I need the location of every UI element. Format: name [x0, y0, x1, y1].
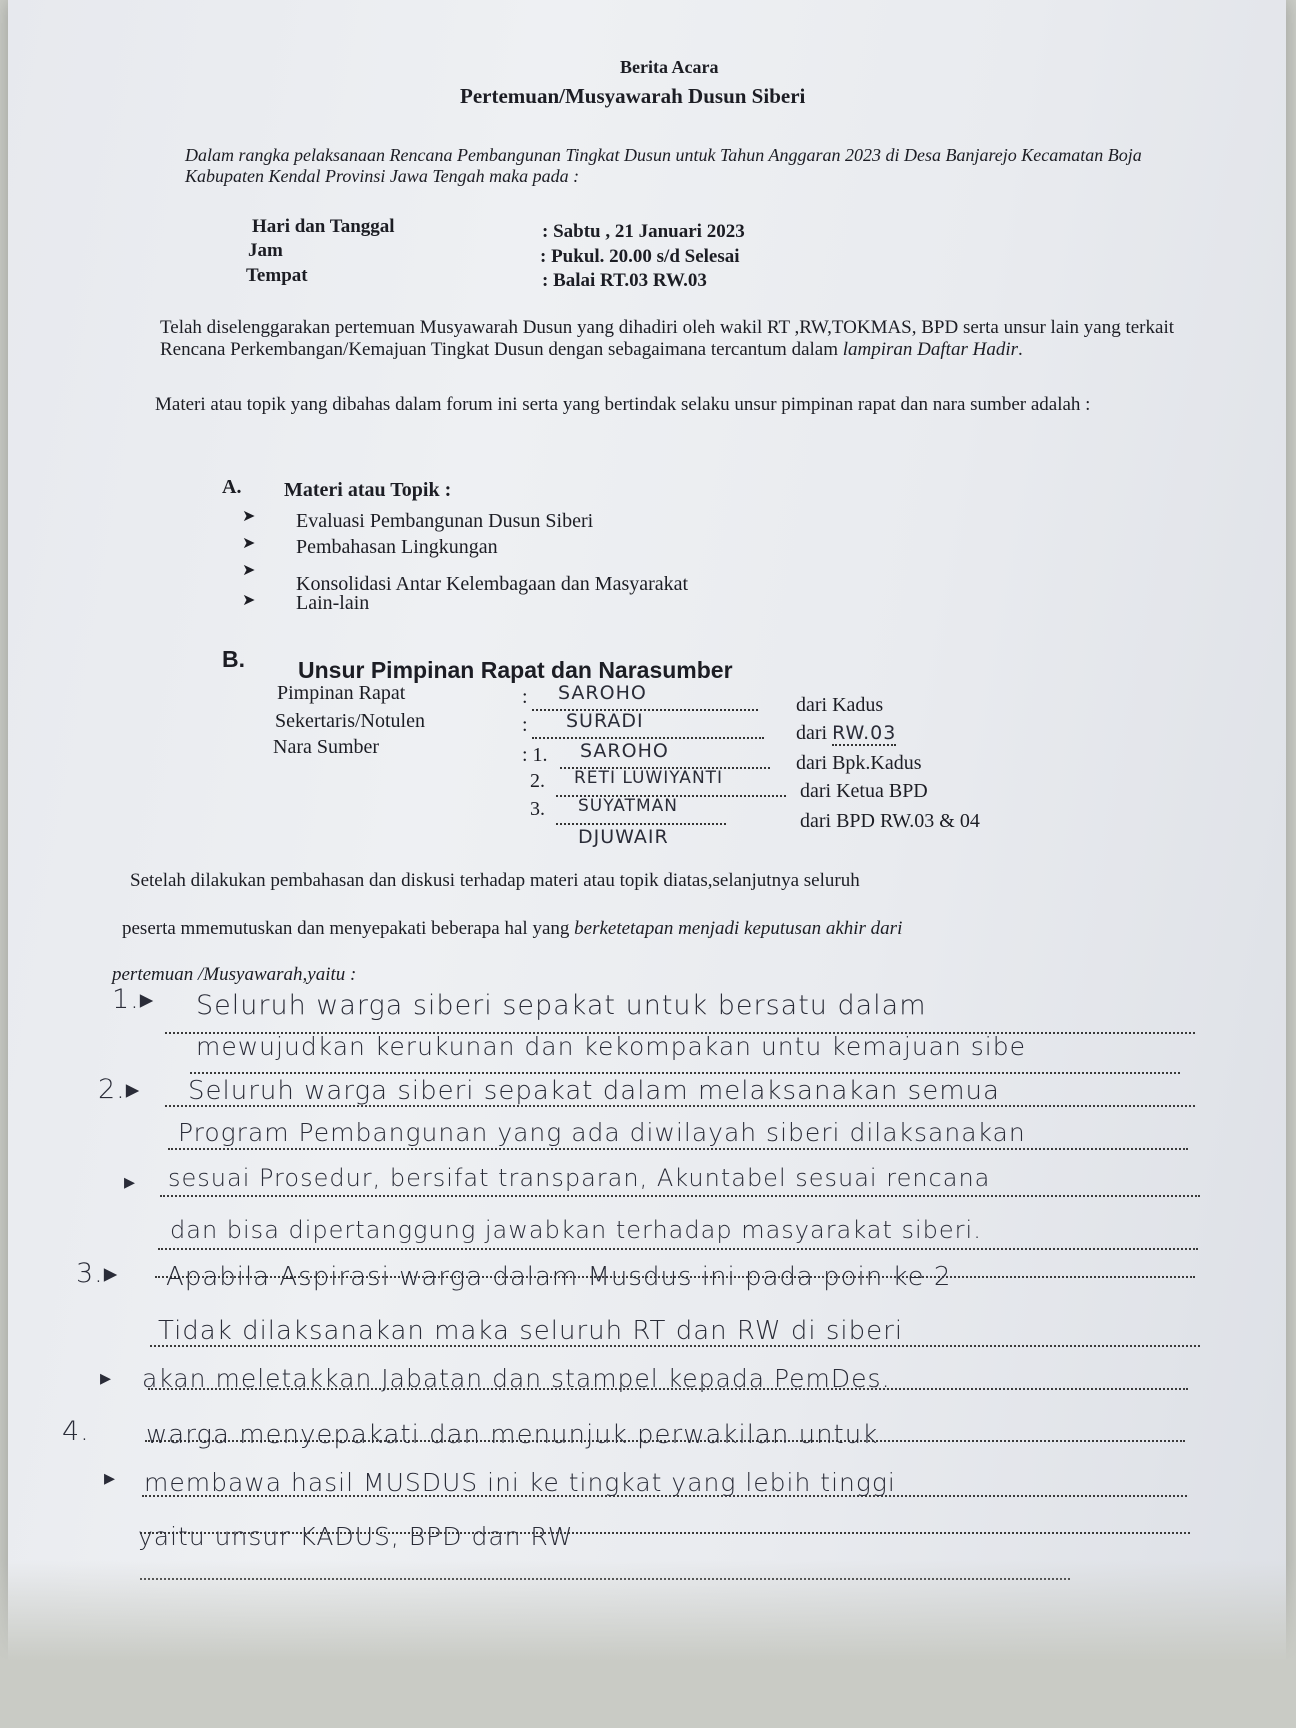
bullet-icon: ➤ [242, 508, 256, 525]
decision-line: akan meletakkan Jabatan dan stampel kepada PemDes. [142, 1364, 891, 1393]
decision-line: warga menyepakati dan menunjuk perwakilan untuk [146, 1420, 879, 1450]
role-label-secretary: Sekertaris/Notulen [275, 710, 425, 732]
decision-marker: 3.▸ [76, 1258, 119, 1289]
role-from-speaker-3: dari BPD RW.03 & 04 [800, 810, 980, 832]
decision-line: yaitu unsur KADUS, BPD dan RW [138, 1522, 574, 1551]
label-time: Jam [248, 240, 283, 261]
paragraph-attendance: Telah diselenggarakan pertemuan Musyawarah Dusun yang dihadiri oleh wakil RT ,RW,TOKMAS, BPD serta unsur lain yang terkait Rencana Perkembangan/Kemajuan Tingkat Dusun dengan sebagaimana tercantum dalam lampiran Daftar Hadir. [160, 317, 1175, 360]
section-a-title: Materi atau Topik : [284, 479, 452, 501]
speaker-2-name: RETI LUWIYANTI [574, 768, 724, 788]
topic-item: Pembahasan Lingkungan [296, 536, 498, 558]
page-shadow [0, 1560, 1296, 1728]
bullet-icon: ➤ [242, 535, 256, 552]
decision-line: Seluruh warga siberi sepakat dalam melaksanakan semua [188, 1076, 1000, 1106]
label-date: Hari dan Tanggal [252, 216, 395, 237]
role-from-speaker-2: dari Ketua BPD [800, 780, 928, 802]
decision-line: sesuai Prosedur, bersifat transparan, Akuntabel sesuai rencana [168, 1164, 991, 1192]
intro-paragraph: Dalam rangka pelaksanaan Rencana Pembangunan Tingkat Dusun untuk Tahun Anggaran 2023 di Desa Banjarejo Kecamatan Boja Kabupaten Kendal Provinsi Jawa Tengah maka pada : [185, 145, 1142, 186]
bullet-icon: ➤ [242, 562, 256, 579]
chair-name: SAROHO [558, 682, 647, 704]
decision-line: Apabila Aspirasi warga dalam Musdus ini pada poin ke 2 [166, 1262, 952, 1292]
speaker-num: 3. [530, 798, 545, 820]
decision-line: membawa hasil MUSDUS ini ke tingkat yang lebih tinggi [144, 1468, 896, 1497]
speaker-3-name: SUYATMAN [578, 796, 679, 816]
role-label-speakers: Nara Sumber [273, 736, 380, 758]
value-date: : Sabtu , 21 Januari 2023 [542, 221, 745, 242]
value-time: : Pukul. 20.00 s/d Selesai [540, 246, 740, 267]
dotted-line [168, 1148, 1188, 1150]
decision-marker: 1.▸ [112, 984, 155, 1015]
role-colon: : [522, 686, 528, 708]
conclusion-line-1: Setelah dilakukan pembahasan dan diskusi terhadap materi atau topik diatas,selanjutnya seluruh [130, 870, 860, 891]
role-colon: : [522, 714, 528, 736]
bullet-icon: ➤ [242, 592, 256, 609]
role-label-chair: Pimpinan Rapat [277, 682, 406, 704]
decision-marker: ▸ [104, 1466, 117, 1491]
decision-line: mewujudkan kerukunan dan kekompakan untu kemajuan sibe [196, 1032, 1027, 1061]
speaker-3-name-2: DJUWAIR [578, 826, 669, 848]
speaker-num: 2. [530, 770, 545, 792]
role-from-chair: dari Kadus [796, 694, 884, 716]
role-from-secretary: dari RW.03 [796, 722, 897, 744]
topic-item: Konsolidasi Antar Kelembagaan dan Masyarakat [296, 573, 689, 595]
section-a-letter: A. [222, 476, 242, 498]
section-b-title: Unsur Pimpinan Rapat dan Narasumber [298, 657, 733, 683]
decision-marker: ▸ [100, 1366, 113, 1391]
doc-subtitle: Pertemuan/Musyawarah Dusun Siberi [460, 84, 806, 108]
decision-line: Tidak dilaksanakan maka seluruh RT dan RW di siberi [158, 1316, 904, 1346]
speaker-1-name: SAROHO [580, 740, 669, 762]
role-from-speaker-1: dari Bpk.Kadus [796, 752, 922, 774]
section-b-letter: B. [222, 646, 245, 672]
doc-title: Berita Acara [620, 57, 719, 77]
topic-item: Evaluasi Pembangunan Dusun Siberi [296, 510, 594, 532]
decision-marker: 2.▸ [98, 1074, 141, 1105]
secretary-name: SURADI [566, 710, 644, 732]
decision-marker: 4. [62, 1416, 90, 1447]
conclusion-line-3: pertemuan /Musyawarah,yaitu : [112, 964, 357, 985]
value-place: : Balai RT.03 RW.03 [542, 270, 707, 291]
conclusion-line-2: peserta mmemutuskan dan menyepakati beberapa hal yang berketetapan menjadi keputusan akhir dari [122, 918, 903, 939]
role-colon: : 1. [522, 744, 548, 766]
paragraph-topics-intro: Materi atau topik yang dibahas dalam forum ini serta yang bertindak selaku unsur pimpinan rapat dan nara sumber adalah : [155, 394, 1091, 415]
topic-item: Lain-lain [296, 592, 370, 614]
label-place: Tempat [246, 265, 308, 286]
decision-marker: ▸ [124, 1170, 137, 1195]
decision-line: Program Pembangunan yang ada diwilayah siberi dilaksanakan [178, 1118, 1026, 1147]
dotted-line [158, 1248, 1198, 1250]
decision-line: Seluruh warga siberi sepakat untuk bersatu dalam [196, 990, 927, 1021]
dotted-line [190, 1072, 1180, 1074]
decision-line: dan bisa dipertanggung jawabkan terhadap masyarakat siberi. [170, 1216, 982, 1244]
dotted-line [160, 1195, 1200, 1197]
